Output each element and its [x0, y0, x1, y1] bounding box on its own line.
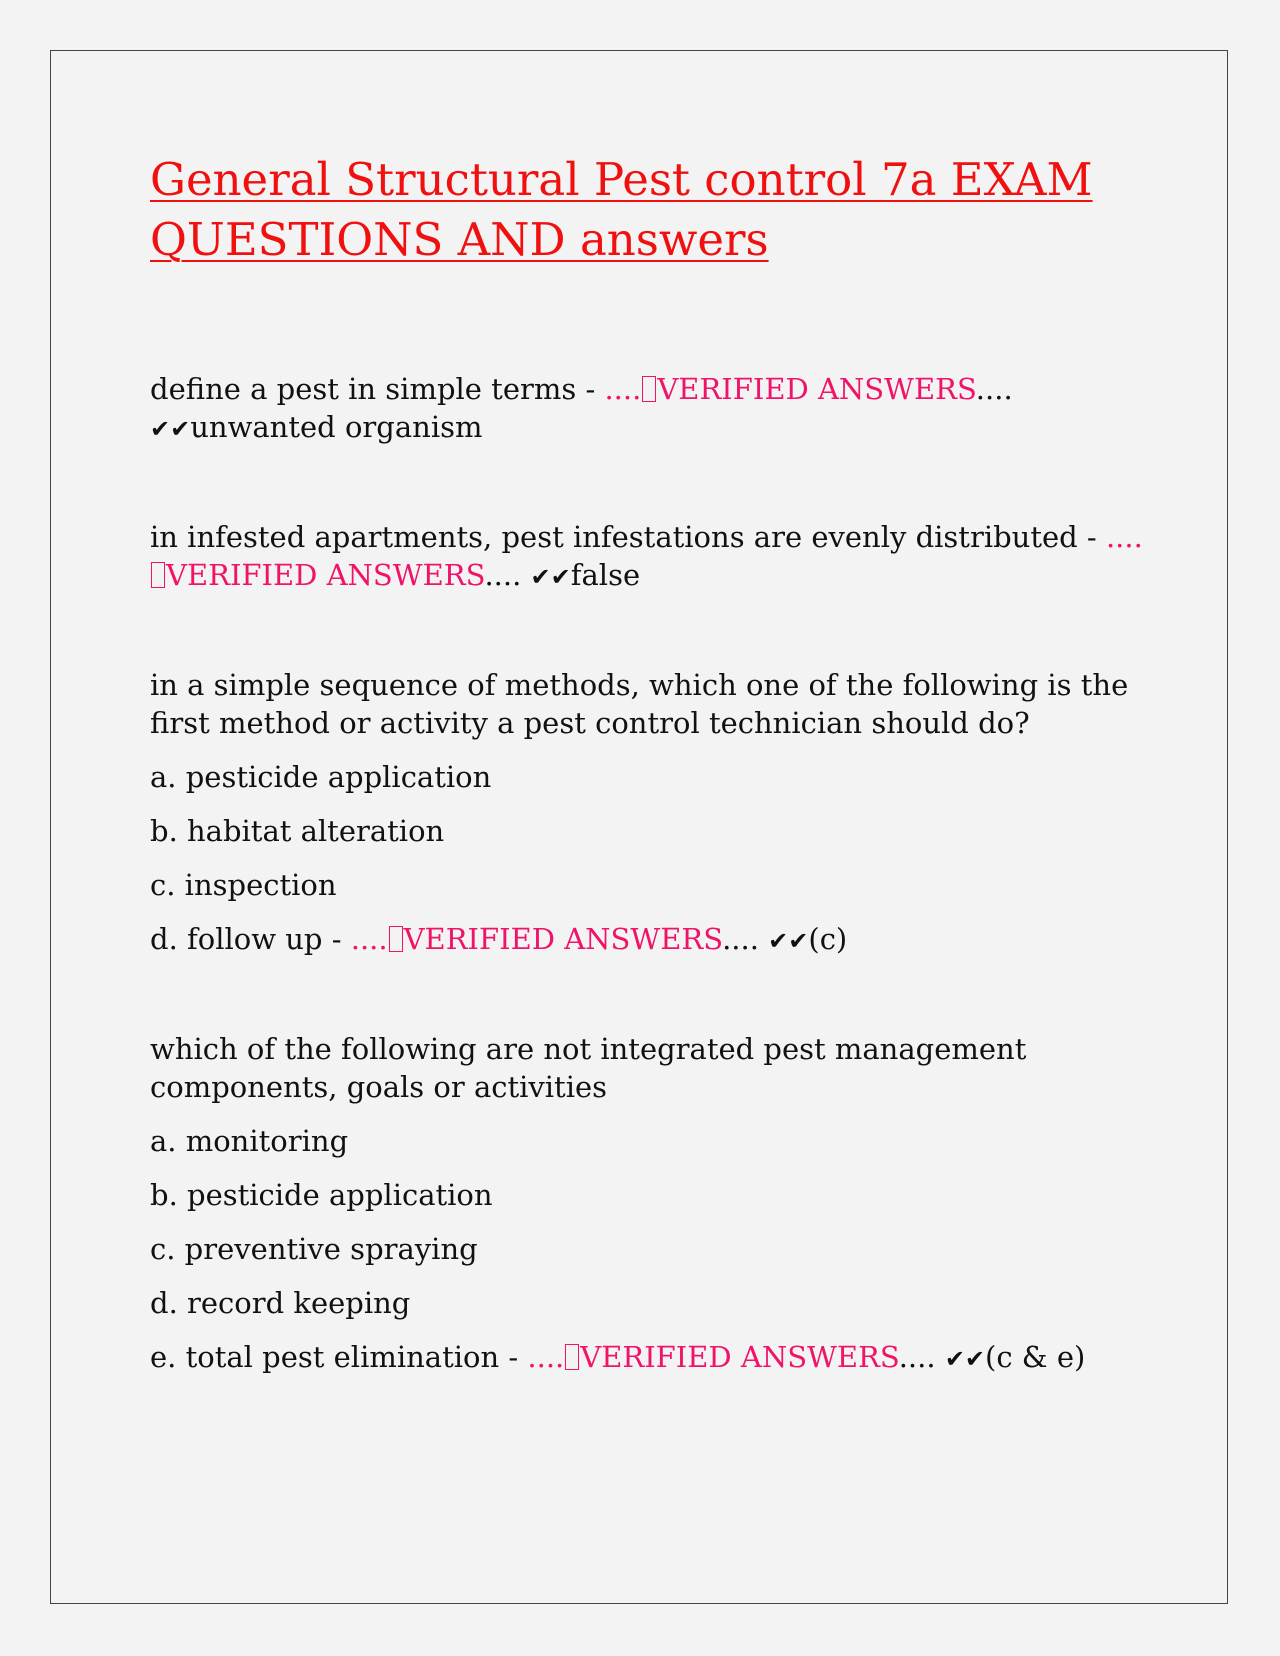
verified-suffix: ....: [722, 922, 759, 956]
verified-suffix: ....: [484, 558, 522, 592]
verified-prefix: ....: [350, 922, 388, 956]
answer-text: (c): [808, 922, 848, 956]
answer-option: c. preventive spraying: [150, 1232, 478, 1266]
qa-item: [150, 518, 1150, 596]
verified-prefix: ....: [527, 1340, 565, 1374]
verified-label-text: VERIFIED ANSWERS: [166, 558, 485, 592]
answer-option: a. pesticide application: [150, 760, 492, 794]
verified-label-text: VERIFIED ANSWERS: [403, 922, 723, 956]
missing-glyph-icon: [565, 1344, 579, 1370]
verified-suffix: ....: [975, 372, 1013, 406]
answer-text: (c & e): [985, 1340, 1086, 1374]
option-text: d. follow up -: [150, 922, 342, 956]
document-body: [150, 150, 1150, 1448]
double-check-icon: ✔✔: [150, 415, 191, 443]
verified-prefix: ....: [1105, 520, 1143, 554]
verified-answers-label: [604, 372, 975, 406]
qa-item: [150, 666, 1150, 960]
question-stem: in infested apartments, pest infestations are evenly distributed -: [150, 520, 1097, 554]
answer-option: b. habitat alteration: [150, 814, 445, 848]
missing-glyph-icon: [151, 562, 165, 588]
answer-option: b. pesticide application: [150, 1178, 493, 1212]
question-text: in a simple sequence of methods, which one of the following is the first method or activity a pest control technician should do?: [150, 668, 1129, 740]
answer-option: [150, 920, 1150, 960]
verified-answers-label: [527, 1340, 898, 1374]
verified-answers-label: [351, 922, 722, 956]
verified-prefix: ....: [604, 372, 642, 406]
answer-text: unwanted organism: [190, 410, 483, 444]
answer-option: a. monitoring: [150, 1124, 349, 1158]
answer-text: false: [570, 558, 641, 592]
option-text: e. total pest elimination -: [150, 1340, 519, 1374]
double-check-icon: ✔✔: [944, 1345, 986, 1373]
verified-suffix: ....: [898, 1340, 936, 1374]
qa-item: [150, 1030, 1150, 1378]
question-text: [150, 518, 1150, 596]
question-text: which of the following are not integrated pest management components, goals or activities: [150, 1032, 1027, 1104]
missing-glyph-icon: [389, 926, 403, 952]
question-stem: define a pest in simple terms -: [150, 372, 596, 406]
answer-option: [150, 1338, 1150, 1378]
qa-item: [150, 370, 1150, 448]
verified-label-text: VERIFIED ANSWERS: [580, 1340, 899, 1374]
document-title: General Structural Pest control 7a EXAM QUESTIONS AND answers: [150, 153, 1093, 266]
double-check-icon: ✔✔: [530, 563, 571, 591]
question-text: [150, 370, 1150, 448]
double-check-icon: ✔✔: [768, 927, 809, 955]
answer-option: d. record keeping: [150, 1286, 411, 1320]
answer-option: c. inspection: [150, 868, 337, 902]
verified-label-text: VERIFIED ANSWERS: [657, 372, 976, 406]
missing-glyph-icon: [642, 376, 656, 402]
